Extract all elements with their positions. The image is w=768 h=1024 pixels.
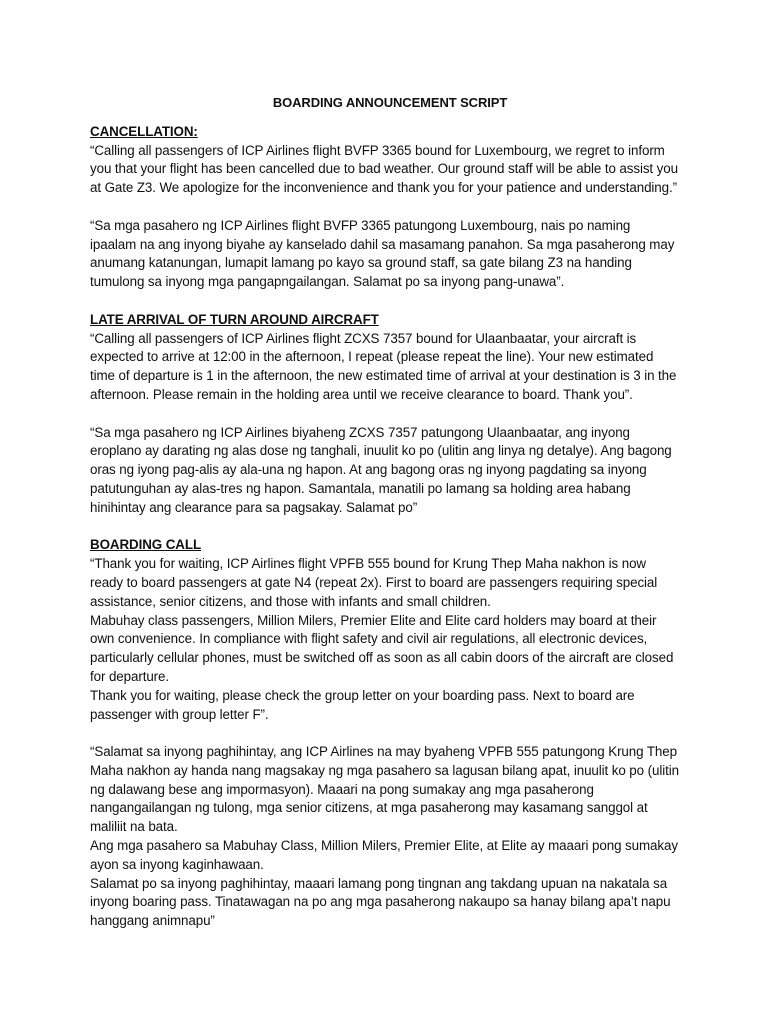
document-title: BOARDING ANNOUNCEMENT SCRIPT — [272, 95, 508, 110]
announcement-filipino: “Sa mga pasahero ng ICP Airlines biyaheng ZCXS 7357 patungong Ulaanbaatar, ang inyong eroplano ay darating ng alas dose ng tanghali, inuulit ko po (ulitin ang linya ng detalye). Ang bagong oras ng iyong pag-alis ay ala-una ng hapon. At ang bagong oras ng inyong pagdating sa inyong patutunguhan ay alas-tres ng hapon. Samantala, manatili po lamang sa holding area habang hinihintay ang clearance para sa pagsakay. Salamat po” — [90, 424, 672, 515]
section-heading: LATE ARRIVAL OF TURN AROUND AIRCRAFT — [90, 311, 379, 327]
section-boarding-call — [90, 536, 680, 931]
announcement-english: “Thank you for waiting, ICP Airlines flight VPFB 555 bound for Krung Thep Maha nakhon is now ready to board passengers at gate N4 (repeat 2x). First to board are passengers requiring special assistance, senior citizens, and those with infants and small children. Mabuhay class passengers, Million Milers, Premier Elite and Elite card holders may board at their own convenience. In compliance with flight safety and civil air regulations, all electronic devices, particularly cellular phones, must be switched off as soon as all cabin doors of the aircraft are closed for departure. Thank you for waiting, please check the group letter on your boarding pass. Next to board are passenger with group letter F”. — [90, 556, 674, 722]
announcement-filipino: “Sa mga pasahero ng ICP Airlines flight BVFP 3365 patungong Luxembourg, nais po naming ipaalam na ang inyong biyahe ay kanselado dahil sa masamang panahon. Sa mga pasaherong may anumang katanungan, lumapit lamang po kayo sa ground staff, sa gate bilang Z3 na handing tumulong sa inyong mga pangapngailangan. Salamat po sa inyong pang-unawa”. — [90, 217, 675, 290]
document-body — [90, 94, 680, 950]
section-heading: BOARDING CALL — [90, 537, 202, 553]
announcement-english: “Calling all passengers of ICP Airlines flight ZCXS 7357 bound for Ulaanbaatar, your aircraft is expected to arrive at 12:00 in the afternoon, I repeat (please repeat the line). Your new estimated time of departure is 1 in the afternoon, the new estimated time of arrival at your destination is 3 in the afternoon. Please remain in the holding area until we receive clearance to board. Thank you”. — [90, 330, 677, 402]
announcement-filipino: “Salamat sa inyong paghihintay, ang ICP Airlines na may byaheng VPFB 555 patungong Krung Thep Maha nakhon ay handa nang magsakay ng mga pasahero sa lagusan bilang apat, inuulit ko po (ulitin ng dalawang bese ang impormasyon). Maaari na pong sumakay ang mga pasaherong nangangailangan ng tulong, mga senior citizens, at mga pasaherong may kasamang sanggol at maliliit na bata. Ang mga pasahero sa Mabuhay Class, Million Milers, Premier Elite, at Elite ay maaari pong sumakay ayon sa inyong kaginhawaan. Salamat po sa inyong paghihintay, maaari lamang pong tingnan ang takdang upuan na nakatala sa inyong boaring pass. Tinatawagan na po ang mga pasaherong nakaupo sa hanay bilang apa’t napu hanggang animnapu” — [90, 744, 679, 929]
section-late-arrival — [90, 311, 680, 518]
section-cancellation — [90, 123, 680, 292]
section-heading: CANCELLATION: — [90, 123, 198, 139]
announcement-english: “Calling all passengers of ICP Airlines flight BVFP 3365 bound for Luxembourg, we regret to inform you that your flight has been cancelled due to bad weather. Our ground staff will be able to assist you at Gate Z3. We apologize for the inconvenience and thank you for your patience and understanding.” — [90, 142, 678, 196]
